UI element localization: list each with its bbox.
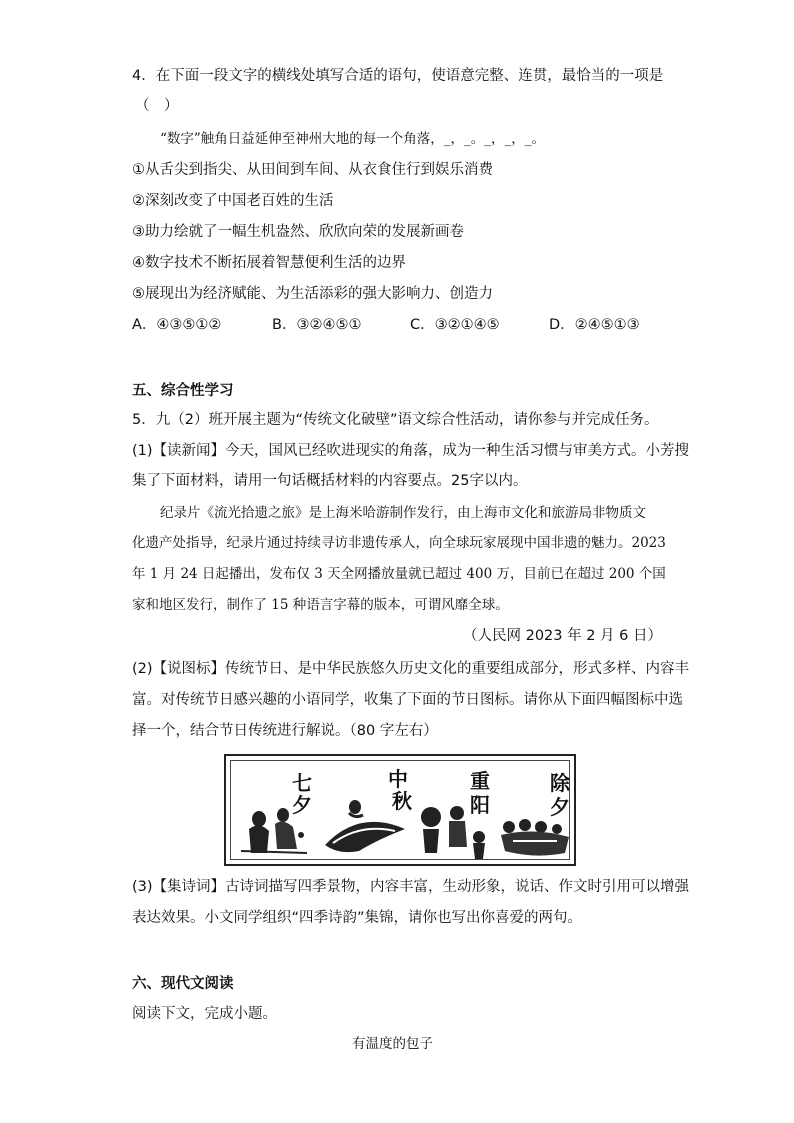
q4-item-4: ④数字技术不断拓展着智慧便利生活的边界 — [132, 255, 406, 271]
section6-intro: 阅读下文，完成小题。 — [132, 1006, 277, 1022]
festival-qixi-char1: 七 — [292, 771, 312, 795]
essay-title: 有温度的包子 — [352, 1036, 433, 1052]
chuxi-family-icon — [499, 817, 571, 861]
news-line-1: 纪录片《流光拾遗之旅》是上海米哈游制作发行，由上海市文化和旅游局非物质文 — [160, 505, 646, 521]
section6-title: 六、现代文阅读 — [132, 976, 234, 992]
q4-answer-paren: （ ） — [135, 98, 179, 114]
q5-sub2-line3: 择一个，结合节日传统进行解说。（80 字左右） — [132, 723, 438, 739]
festival-chuxi-char2: 夕 — [550, 795, 570, 819]
q4-option-d[interactable]: D．②④⑤①③ — [549, 317, 640, 333]
news-source: （人民网 2023 年 2 月 6 日） — [462, 628, 662, 644]
festival-chuxi-char1: 除 — [550, 771, 570, 795]
festival-zhongqiu-char2: 秋 — [392, 789, 412, 813]
festival-qixi-char2: 夕 — [292, 793, 312, 817]
q4-option-c[interactable]: C．③②①④⑤ — [410, 317, 500, 333]
zhongqiu-moon-goddess-icon — [319, 789, 411, 859]
news-line-3: 年 1 月 24 日起播出，发布仅 3 天全网播放量就已超过 400 万，目前已在超过 200 个国 — [132, 566, 666, 582]
q4-item-2: ②深刻改变了中国老百姓的生活 — [132, 193, 334, 209]
q5-sub2-line1: (2)【说图标】传统节日、是中华民族悠久历史文化的重要组成部分，形式多样、内容丰 — [132, 661, 690, 677]
q4-stem: 4．在下面一段文字的横线处填写合适的语句，使语意完整、连贯，最恰当的一项是 — [132, 68, 664, 84]
q5-sub2-line2: 富。对传统节日感兴趣的小语同学，收集了下面的节日图标。请你从下面四幅图标中选 — [132, 692, 683, 708]
festival-icons-frame — [230, 760, 570, 860]
chongyang-elders-icon — [415, 801, 491, 863]
q4-passage: “数字”触角日益延伸至神州大地的每一个角落，_，_。_，_，_。 — [160, 131, 546, 147]
news-line-2: 化遗产处指导，纪录片通过持续寻访非遗传承人，向全球玩家展现中国非遗的魅力。2023 — [132, 535, 666, 551]
q4-options — [132, 315, 692, 335]
q4-option-a[interactable]: A．④③⑤①② — [132, 317, 222, 333]
festival-zhongqiu-char1: 中 — [388, 767, 408, 791]
q5-sub1-line2: 集了下面材料，请用一句话概括材料的内容要点。25字以内。 — [132, 473, 528, 489]
q4-item-1: ①从舌尖到指尖、从田间到车间、从衣食住行到娱乐消费 — [132, 162, 493, 178]
festival-icons-figure — [224, 754, 576, 866]
festival-chongyang-char2: 阳 — [470, 793, 490, 817]
festival-chongyang-char1: 重 — [470, 769, 490, 793]
q4-item-5: ⑤展现出为经济赋能、为生活添彩的强大影响力、创造力 — [132, 286, 493, 302]
q5-sub3-line1: (3)【集诗词】古诗词描写四季景物，内容丰富，生动形象，说话、作文时引用可以增强 — [132, 879, 690, 895]
q5-sub3-line2: 表达效果。小文同学组织“四季诗韵”集锦，请你也写出你喜爱的两句。 — [132, 910, 583, 926]
q5-sub1-line1: (1)【读新闻】今天，国风已经吹进现实的角落，成为一种生活习惯与审美方式。小芳搜 — [132, 443, 690, 459]
news-line-4: 家和地区发行，制作了 15 种语言字幕的版本，可谓风靡全球。 — [132, 597, 509, 613]
q4-item-3: ③助力绘就了一幅生机盎然、欣欣向荣的发展新画卷 — [132, 224, 464, 240]
qixi-figures-icon — [237, 791, 317, 859]
q5-stem: 5．九（2）班开展主题为“传统文化破壁”语文综合性活动，请你参与并完成任务。 — [132, 412, 659, 428]
q4-option-b[interactable]: B．③②④⑤① — [272, 317, 362, 333]
section5-title: 五、综合性学习 — [132, 383, 234, 399]
